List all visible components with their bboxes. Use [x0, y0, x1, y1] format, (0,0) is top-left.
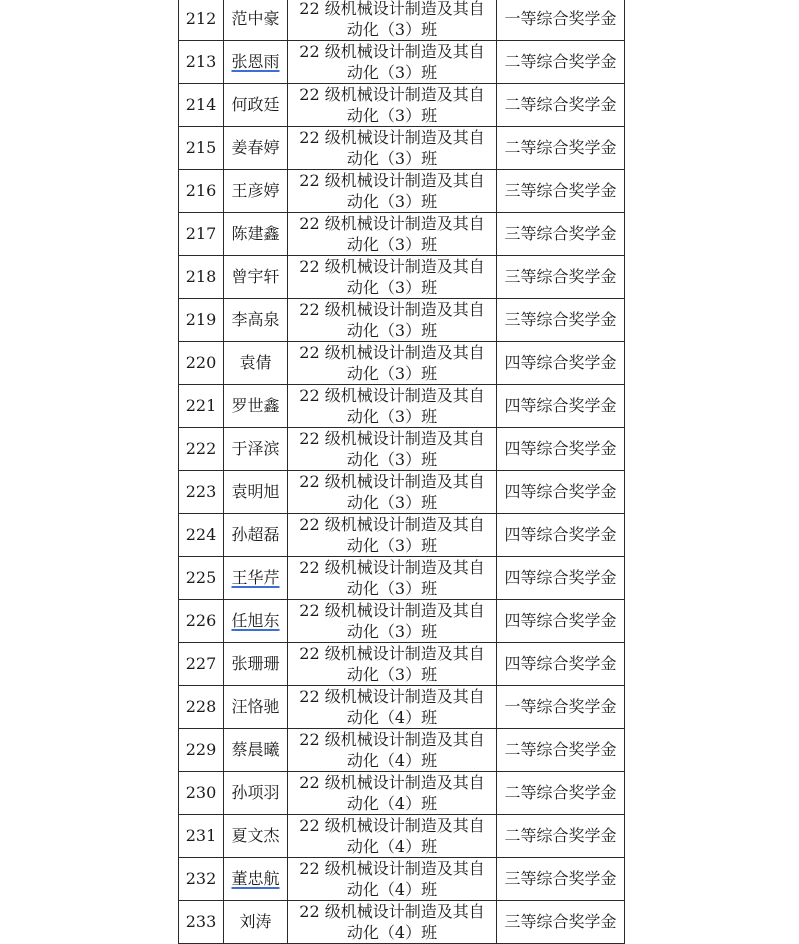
table-row — [179, 901, 625, 944]
award-level: 二等综合奖学金 — [504, 138, 617, 157]
award-level: 一等综合奖学金 — [504, 697, 617, 716]
row-number: 214 — [185, 95, 217, 114]
award-level: 三等综合奖学金 — [504, 869, 617, 888]
award-level: 三等综合奖学金 — [504, 181, 617, 200]
student-name-cell — [224, 471, 288, 514]
student-name-cell — [224, 127, 288, 170]
class-name-cell — [288, 772, 497, 815]
award-level: 四等综合奖学金 — [504, 654, 617, 673]
row-number: 220 — [185, 353, 217, 372]
student-name: 孙项羽 — [231, 783, 280, 802]
student-name-cell — [224, 41, 288, 84]
student-name-cell — [224, 428, 288, 471]
student-name-cell — [224, 600, 288, 643]
row-number: 232 — [185, 869, 217, 888]
student-name: 任旭东 — [231, 611, 280, 630]
table-row — [179, 729, 625, 772]
row-number: 221 — [185, 396, 217, 415]
award-level-cell — [497, 643, 625, 686]
row-number: 222 — [185, 439, 217, 458]
award-roster-table — [178, 0, 625, 944]
student-name: 姜春婷 — [231, 138, 280, 157]
student-name-cell — [224, 729, 288, 772]
award-level-cell — [497, 0, 625, 41]
award-table-container — [178, 0, 625, 944]
row-number-cell — [179, 213, 224, 256]
award-level-cell — [497, 858, 625, 901]
student-name: 董忠航 — [231, 869, 280, 888]
table-row — [179, 41, 625, 84]
award-level-cell — [497, 514, 625, 557]
row-number: 219 — [185, 310, 217, 329]
award-level-cell — [497, 342, 625, 385]
row-number-cell — [179, 41, 224, 84]
student-name-cell — [224, 84, 288, 127]
student-name-cell — [224, 686, 288, 729]
row-number: 231 — [185, 826, 217, 845]
student-name: 汪恪驰 — [231, 697, 280, 716]
row-number: 223 — [185, 482, 217, 501]
row-number: 225 — [185, 568, 217, 587]
row-number-cell — [179, 600, 224, 643]
student-name-cell — [224, 557, 288, 600]
student-name-cell — [224, 213, 288, 256]
student-name: 陈建鑫 — [231, 224, 280, 243]
class-name: 22 级机械设计制造及其自动化（3）班 — [299, 85, 485, 125]
student-name-cell — [224, 815, 288, 858]
student-name-cell — [224, 772, 288, 815]
table-row — [179, 514, 625, 557]
table-row — [179, 772, 625, 815]
class-name: 22 级机械设计制造及其自动化（3）班 — [299, 515, 485, 555]
award-level: 二等综合奖学金 — [504, 740, 617, 759]
award-level-cell — [497, 256, 625, 299]
table-row — [179, 299, 625, 342]
award-level: 四等综合奖学金 — [504, 525, 617, 544]
student-name: 范中豪 — [231, 9, 280, 28]
award-level-cell — [497, 729, 625, 772]
student-name-cell — [224, 385, 288, 428]
award-level-cell — [497, 901, 625, 944]
student-name: 曾宇轩 — [231, 267, 280, 286]
student-name: 刘涛 — [239, 912, 272, 931]
class-name: 22 级机械设计制造及其自动化（3）班 — [299, 171, 485, 211]
class-name-cell — [288, 557, 497, 600]
award-level: 二等综合奖学金 — [504, 826, 617, 845]
row-number: 216 — [185, 181, 217, 200]
row-number: 233 — [185, 912, 217, 931]
row-number: 227 — [185, 654, 217, 673]
row-number: 218 — [185, 267, 217, 286]
row-number-cell — [179, 84, 224, 127]
award-level: 三等综合奖学金 — [504, 310, 617, 329]
row-number: 230 — [185, 783, 217, 802]
table-row — [179, 815, 625, 858]
award-level-cell — [497, 385, 625, 428]
row-number-cell — [179, 299, 224, 342]
student-name-cell — [224, 643, 288, 686]
row-number-cell — [179, 729, 224, 772]
class-name-cell — [288, 342, 497, 385]
table-row — [179, 256, 625, 299]
student-name: 罗世鑫 — [231, 396, 280, 415]
award-level-cell — [497, 428, 625, 471]
class-name: 22 级机械设计制造及其自动化（3）班 — [299, 429, 485, 469]
class-name-cell — [288, 729, 497, 772]
class-name: 22 级机械设计制造及其自动化（3）班 — [299, 214, 485, 254]
class-name-cell — [288, 256, 497, 299]
class-name-cell — [288, 170, 497, 213]
row-number-cell — [179, 772, 224, 815]
table-row — [179, 428, 625, 471]
award-level-cell — [497, 170, 625, 213]
row-number-cell — [179, 342, 224, 385]
award-level-cell — [497, 557, 625, 600]
award-level-cell — [497, 127, 625, 170]
class-name-cell — [288, 0, 497, 41]
class-name: 22 级机械设计制造及其自动化（4）班 — [299, 816, 485, 856]
student-name-cell — [224, 0, 288, 41]
table-row — [179, 342, 625, 385]
award-level-cell — [497, 41, 625, 84]
row-number: 213 — [185, 52, 217, 71]
class-name-cell — [288, 299, 497, 342]
student-name-cell — [224, 901, 288, 944]
student-name: 夏文杰 — [231, 826, 280, 845]
class-name: 22 级机械设计制造及其自动化（3）班 — [299, 386, 485, 426]
row-number-cell — [179, 0, 224, 41]
class-name: 22 级机械设计制造及其自动化（3）班 — [299, 472, 485, 512]
class-name-cell — [288, 815, 497, 858]
student-name-cell — [224, 342, 288, 385]
table-row — [179, 600, 625, 643]
class-name: 22 级机械设计制造及其自动化（3）班 — [299, 42, 485, 82]
class-name-cell — [288, 428, 497, 471]
student-name-cell — [224, 299, 288, 342]
row-number: 224 — [185, 525, 217, 544]
row-number: 217 — [185, 224, 217, 243]
class-name-cell — [288, 858, 497, 901]
student-name-cell — [224, 514, 288, 557]
class-name: 22 级机械设计制造及其自动化（3）班 — [299, 300, 485, 340]
table-row — [179, 557, 625, 600]
student-name: 李高泉 — [231, 310, 280, 329]
award-level-cell — [497, 299, 625, 342]
row-number-cell — [179, 127, 224, 170]
table-row — [179, 0, 625, 41]
student-name: 王彦婷 — [231, 181, 280, 200]
award-level: 四等综合奖学金 — [504, 568, 617, 587]
table-row — [179, 643, 625, 686]
row-number-cell — [179, 385, 224, 428]
table-row — [179, 84, 625, 127]
student-name: 张恩雨 — [231, 52, 280, 71]
class-name: 22 级机械设计制造及其自动化（3）班 — [299, 0, 485, 39]
award-level: 三等综合奖学金 — [504, 912, 617, 931]
class-name: 22 级机械设计制造及其自动化（3）班 — [299, 644, 485, 684]
class-name: 22 级机械设计制造及其自动化（4）班 — [299, 859, 485, 899]
award-level: 四等综合奖学金 — [504, 353, 617, 372]
table-row — [179, 213, 625, 256]
row-number-cell — [179, 557, 224, 600]
table-row — [179, 127, 625, 170]
class-name-cell — [288, 84, 497, 127]
award-level: 四等综合奖学金 — [504, 396, 617, 415]
row-number: 229 — [185, 740, 217, 759]
row-number: 228 — [185, 697, 217, 716]
award-level: 四等综合奖学金 — [504, 482, 617, 501]
class-name-cell — [288, 41, 497, 84]
table-row — [179, 858, 625, 901]
class-name: 22 级机械设计制造及其自动化（3）班 — [299, 128, 485, 168]
award-roster-body — [179, 0, 625, 944]
class-name-cell — [288, 901, 497, 944]
student-name-cell — [224, 170, 288, 213]
row-number-cell — [179, 686, 224, 729]
class-name: 22 级机械设计制造及其自动化（3）班 — [299, 257, 485, 297]
award-level-cell — [497, 772, 625, 815]
award-level: 四等综合奖学金 — [504, 439, 617, 458]
table-row — [179, 686, 625, 729]
row-number: 215 — [185, 138, 217, 157]
class-name-cell — [288, 385, 497, 428]
student-name: 孙超磊 — [231, 525, 280, 544]
student-name-cell — [224, 858, 288, 901]
award-level-cell — [497, 471, 625, 514]
table-row — [179, 471, 625, 514]
class-name-cell — [288, 600, 497, 643]
class-name: 22 级机械设计制造及其自动化（3）班 — [299, 343, 485, 383]
class-name: 22 级机械设计制造及其自动化（3）班 — [299, 601, 485, 641]
student-name: 何政廷 — [231, 95, 280, 114]
row-number: 226 — [185, 611, 217, 630]
class-name: 22 级机械设计制造及其自动化（4）班 — [299, 687, 485, 727]
student-name: 蔡晨曦 — [231, 740, 280, 759]
row-number-cell — [179, 428, 224, 471]
table-row — [179, 170, 625, 213]
row-number-cell — [179, 170, 224, 213]
row-number-cell — [179, 256, 224, 299]
award-level-cell — [497, 213, 625, 256]
award-level-cell — [497, 84, 625, 127]
row-number: 212 — [185, 9, 217, 28]
award-level-cell — [497, 686, 625, 729]
student-name: 张珊珊 — [231, 654, 280, 673]
award-level: 二等综合奖学金 — [504, 95, 617, 114]
class-name-cell — [288, 213, 497, 256]
award-level: 一等综合奖学金 — [504, 9, 617, 28]
class-name: 22 级机械设计制造及其自动化（4）班 — [299, 902, 485, 942]
class-name: 22 级机械设计制造及其自动化（3）班 — [299, 558, 485, 598]
award-level-cell — [497, 815, 625, 858]
award-level: 三等综合奖学金 — [504, 224, 617, 243]
row-number-cell — [179, 815, 224, 858]
table-row — [179, 385, 625, 428]
award-level-cell — [497, 600, 625, 643]
class-name: 22 级机械设计制造及其自动化（4）班 — [299, 773, 485, 813]
row-number-cell — [179, 901, 224, 944]
award-level: 二等综合奖学金 — [504, 783, 617, 802]
class-name-cell — [288, 471, 497, 514]
row-number-cell — [179, 643, 224, 686]
class-name-cell — [288, 127, 497, 170]
award-level: 四等综合奖学金 — [504, 611, 617, 630]
class-name-cell — [288, 514, 497, 557]
row-number-cell — [179, 471, 224, 514]
class-name-cell — [288, 686, 497, 729]
row-number-cell — [179, 514, 224, 557]
award-level: 三等综合奖学金 — [504, 267, 617, 286]
class-name: 22 级机械设计制造及其自动化（4）班 — [299, 730, 485, 770]
student-name-cell — [224, 256, 288, 299]
student-name: 袁倩 — [239, 353, 272, 372]
student-name: 王华芹 — [231, 568, 280, 587]
student-name: 于泽滨 — [231, 439, 280, 458]
class-name-cell — [288, 643, 497, 686]
student-name: 袁明旭 — [231, 482, 280, 501]
award-level: 二等综合奖学金 — [504, 52, 617, 71]
row-number-cell — [179, 858, 224, 901]
